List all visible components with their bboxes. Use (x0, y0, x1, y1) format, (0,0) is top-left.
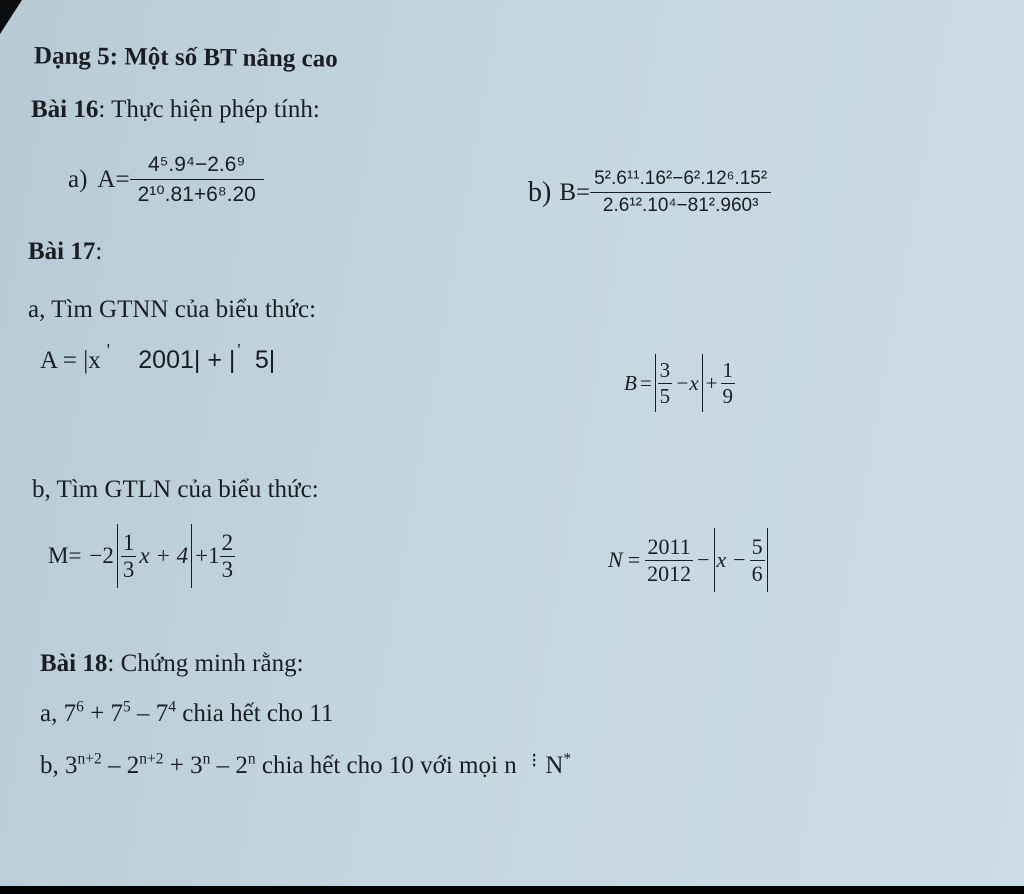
expr-n-xminus: x − (716, 547, 747, 572)
exercise-16-label: Bài 16 (31, 96, 99, 123)
expr-m-fraction (121, 530, 137, 583)
ex18b-exp-2: n+2 (139, 750, 164, 768)
expr-n-eq: = (627, 547, 641, 572)
expr-a-mid: 2001| + | (138, 346, 236, 374)
expr-b-abs-right (702, 354, 703, 412)
expr-m-coef: −2 (89, 543, 114, 568)
exercise-18a (40, 700, 333, 728)
expr-m-mid: x + 4 (139, 543, 189, 568)
expr-b-fraction (658, 358, 673, 409)
exercise-16b-var: B= (559, 178, 591, 206)
exercise-18-label: Bài 18 (40, 650, 108, 677)
expr-n-den-2: 6 (751, 560, 763, 586)
expr-b-plus: + (705, 370, 718, 395)
ex18a-exp-3: 4 (168, 698, 176, 716)
exercise-18-text: : Chứng minh rằng: (107, 650, 304, 677)
page-title: Dạng 5: Một số BT nâng cao (33, 42, 338, 73)
ex18b-pre: b, 3 (40, 752, 78, 779)
expr-n-num: 2011 (647, 533, 691, 559)
expr-b-var: B (624, 370, 637, 395)
ex18b-star: * (563, 750, 572, 768)
exercise-16b-prefix: b) (528, 176, 552, 208)
expr-m-den: 3 (122, 556, 135, 582)
ex18a-part-2: + 7 (83, 700, 123, 727)
expr-b-fraction-2 (721, 358, 736, 409)
ex18b-post: chia hết cho 10 với mọi n (255, 752, 517, 779)
ex18a-part-3: – 7 (130, 700, 169, 727)
exercise-16a-prefix: a) (68, 166, 88, 193)
ex18b-part-2: – 2 (101, 752, 140, 779)
exercise-17-colon: : (95, 238, 103, 265)
expr-m-fraction-2 (220, 530, 236, 583)
exercise-17a-expr-b (624, 354, 735, 412)
expr-n-minus: − (697, 547, 710, 572)
exercise-17b-expr-n (608, 528, 768, 592)
exercise-18b (40, 752, 571, 780)
expr-m-abs-left (117, 524, 118, 588)
expr-a-mark-2: ' (237, 340, 241, 360)
ex18b-part-3: + 3 (163, 752, 203, 779)
shadow-corner (0, 0, 22, 34)
ex18b-exp-1: n+2 (77, 750, 102, 768)
expr-n-fraction-2 (750, 534, 765, 587)
expr-b-minus-x: −x (675, 370, 699, 395)
ex18a-exp-2: 5 (122, 698, 131, 716)
exercise-16a-denominator: 2¹⁰.81+6⁸.20 (130, 179, 264, 207)
expr-n-abs-right (767, 528, 768, 592)
expr-a-left: A = |x (40, 347, 101, 374)
ex18b-part-4: – 2 (210, 752, 248, 779)
expr-b-num-2: 1 (722, 357, 734, 382)
expr-b-num: 3 (659, 357, 671, 382)
exercise-17a-text: a, Tìm GTNN của biểu thức: (28, 296, 317, 323)
exercise-17-label: Bài 17 (28, 238, 96, 265)
ex18b-set: N (545, 752, 564, 779)
exercise-18-header (40, 650, 304, 678)
expr-n-den: 2012 (647, 560, 692, 586)
expr-n-fraction (645, 534, 693, 587)
expr-b-abs-left (655, 354, 656, 412)
expr-m-plus: +1 (195, 543, 220, 568)
expr-a-mark-1: ' (106, 340, 111, 360)
ex18a-post: chia hết cho 11 (175, 700, 334, 727)
expr-b-den: 5 (659, 383, 671, 408)
expr-m-num-2: 2 (221, 529, 234, 555)
exercise-17b-expr-m (48, 524, 235, 588)
expr-n-abs-left (714, 528, 715, 592)
expr-n-var: N (608, 547, 623, 572)
exercise-17a-expr-a (40, 340, 276, 375)
exercise-16b-fraction (590, 168, 771, 217)
exercise-16b-numerator: 5².6¹¹.16²−6².12⁶.15² (594, 168, 768, 189)
exercise-16a-fraction (130, 153, 264, 207)
expr-b-eq: = (639, 370, 652, 395)
ex18a-pre: a, 7 (40, 700, 77, 727)
exercise-17b-text: b, Tìm GTLN của biểu thức: (32, 476, 319, 503)
expr-a-right: 5| (254, 346, 276, 374)
exercise-16a (68, 153, 264, 207)
ex18b-exp-3: n (202, 750, 211, 768)
expr-m-den-2: 3 (221, 556, 234, 582)
exercise-16a-numerator: 4⁵.9⁴−2.6⁹ (148, 153, 246, 176)
ex18b-exp-4: n (247, 750, 256, 768)
exercise-16b (528, 168, 771, 217)
exercise-16b-denominator: 2.6¹².10⁴−81².960³ (590, 192, 771, 217)
exercise-16-text: : Thực hiện phép tính: (98, 96, 320, 123)
expr-m-num: 1 (122, 529, 135, 555)
ex18a-exp-1: 6 (76, 698, 84, 716)
expr-m-abs-right (191, 524, 192, 588)
expr-b-den-2: 9 (722, 383, 734, 408)
exercise-17-header (28, 238, 102, 266)
expr-n-num-2: 5 (751, 533, 763, 559)
exercise-16-header (31, 96, 320, 124)
ex18b-mark: ⁝ (530, 750, 538, 772)
expr-m-left: M= (48, 543, 82, 568)
exercise-16a-var: A= (97, 166, 130, 193)
